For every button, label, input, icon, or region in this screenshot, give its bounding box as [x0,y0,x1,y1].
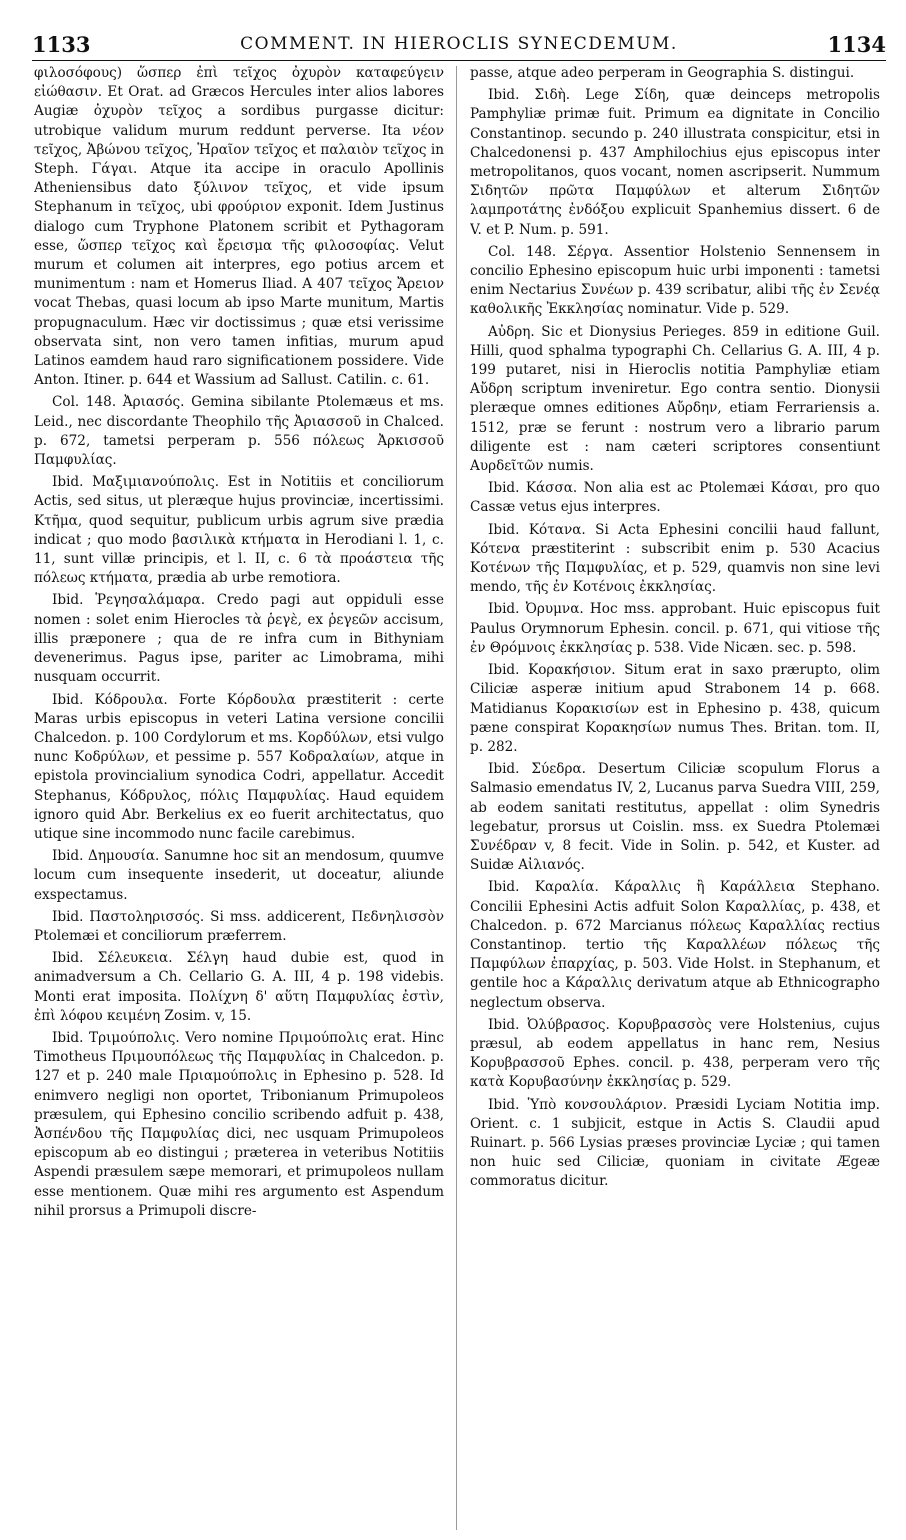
page-header [32,26,886,61]
paragraph: Ibid. Ῥεγησαλάμαρα. Credo pagi aut oppiduli esse nomen : solet enim Hierocles τὰ ῥεγὲ, ex ῥεγεῶν accisum, illis præponere ; qua de re infra cum in Bithyniam devenerimus. Pagus ipse, pariter ac Limobrama, mihi nusquam occurrit. [34,592,444,686]
paragraph: Ibid. Κόδρουλα. Forte Κόρδουλα præstiterit : certe Maras urbis episcopus in veteri Latina versione concilii Chalcedon. p. 100 Cordylorum et ms. Κορδύλων, etsi vulgo nunc Κοδρύλων, et pessime p. 557 Κοδραλαίων, atque in epistola provincialium synodica Codri, appellatur. Accedit Stephanus, Κόδρυλος, πόλις Παμφυλίας. Haud equidem ignoro quid Abr. Berkelius ex eo fuerit architectatus, quo utique sine incommodo nunc facile carebimus. [34,691,444,842]
paragraph: Ibid. Μαξιμιανούπολις. Est in Notitiis et conciliorum Actis, sed situs, ut pleræque hujus provinciæ, incertissimi. Κτῆμα, quod sequitur, publicum urbis agrum sive prædia indicat ; quo modo βασιλικὰ κτήματα in Herodiani l. 1, c. 11, sunt villæ principis, et l. II, c. 6 τὰ προάστεια τῆς πόλεως κτήματα, prædia ab urbe remotiora. [34,474,444,587]
paragraph: Ibid. Δημουσία. Sanumne hoc sit an mendosum, quumve locum cum insequente insederit, ut doceatur, aliunde exspectamus. [34,848,444,903]
column-divider [456,66,457,1530]
paragraph: Ibid. Σιδὴ. Lege Σίδη, quæ deinceps metropolis Pamphyliæ primæ fuit. Primum ea dignitate in Concilio Constantinop. secundo p. 240 illustrata conspicitur, etsi in Chalcedonensi p. 437 Amphilochius ejus episcopus inter metropolitanos, quos vocant, nomen ascripserit. Nummum Σιδητῶν πρῶτα Παμφύλων et alterum Σιδητῶν λαμπροτάτης ἐνδόξου explicuit Spanhemius dissert. 6 de V. et P. Num. p. 591. [470,87,880,238]
page-number-right: 1134 [827,32,886,57]
paragraph: Ibid. Κότανα. Si Acta Ephesini concilii haud fallunt, Κότενα præstiterint : subscribit enim p. 530 Acacius Κοτένων τῆς Παμφυλίας, et p. 529, quamvis non sine levi mendo, τῆς ἐν Κοτένοις ἐκκλησίας. [470,521,880,596]
paragraph: Ibid. Σέλευκεια. Σέλγη haud dubie est, quod in animadversum a Ch. Cellario G. A. III, 4 p. 198 videbis. Monti erat imposita. Πολίχνη δ' αὕτη Παμφυλίας ἐστὶν, ἐπὶ λόφου κειμένη Zosim. v, 15. [34,950,444,1024]
paragraph: Ibid. Σύεδρα. Desertum Ciliciæ scopulum Florus a Salmasio emendatus IV, 2, Lucanus parva Suedra VIII, 259, ab eodem sanitati restitutus, appellat : olim Synedris legebatur, prorsus ut Coislin. mss. ex Suedra Ptolemæi Συνέδραν v, 8 fecit. Vide in Solin. p. 542, et Kuster. ad Suidæ Αἰλιανός. [470,761,880,874]
paragraph: Αὐδρη. Sic et Dionysius Perieges. 859 in editione Guil. Hilli, quod sphalma typographi Ch. Cellarius G. A. III, 4 p. 199 putaret, nisi in Hieroclis notitia Pamphyliæ etiam Αὔδρη scriptum inveniretur. Ego contra sentio. Dionysii pleræque omnes editiones Αὔρδην, etiam Ferrariensis a. 1512, præ se ferunt : nostrum vero a librario parum diligente est : nam cæteri scriptores consentiunt Αυρδεῖτῶν numis. [470,323,880,475]
running-title: COMMENT. IN HIEROCLIS SYNECDEMUM. [240,34,678,54]
paragraph: Ibid. Ὀλύβρασος. Κορυβρασσὸς vere Holstenius, cujus præsul, ab eodem appellatus in hanc rem, Nesius Κορυβρασσοῦ Ephes. concil. p. 438, perperam vero τῆς κατὰ Κορυβασύνην ἐκκλησίας p. 529. [470,1016,880,1091]
paragraph: Ibid. Ὑπὸ κονσουλάριον. Præsidi Lyciam Notitia imp. Orient. c. 1 subjicit, estque in Actis S. Claudii apud Ruinart. p. 566 Lysias præses provinciæ Lyciæ ; qui tamen non huic sed Ciliciæ, quoniam in civitate Ægeæ commoratus dicitur. [470,1096,880,1190]
paragraph: Ibid. Κορακήσιον. Situm erat in saxo prærupto, olim Ciliciæ asperæ initium apud Strabonem 14 p. 668. Matidianus Κορακισίων est in Ephesino p. 438, quicum pæne conspirat Κορακησίων numus Thes. Britan. tom. II, p. 282. [470,662,880,755]
right-column [470,64,880,1532]
left-column [34,64,444,1532]
paragraph: Ibid. Καραλία. Κάραλλις ἢ Καράλλεια Stephano. Concilii Ephesini Actis adfuit Solon Καραλλίας, p. 438, et Chalcedon. p. 672 Marcianus πόλεως Καραλλίας rectius Constantinop. tertio τῆς Καραλλέων πόλεως τῆς Παμφύλων ἐπαρχίας, p. 503. Vide Holst. in Stephanum, et gentile hoc a Κάραλλις derivatum atque ab Ethnicographo neglectum observa. [470,879,880,1011]
paragraph: Ibid. Ὀρυμνα. Hoc mss. approbant. Huic episcopus fuit Paulus Orymnorum Ephesin. concil. p. 671, qui vitiose τῆς ἐν Θρόμνοις ἐκκλησίας p. 538. Vide Nicæn. sec. p. 598. [470,601,880,656]
page-number-left: 1133 [32,32,91,57]
paragraph: φιλοσόφους) ὥσπερ ἐπὶ τεῖχος ὀχυρὸν καταφεύγειν εἰώθασιν. Et Orat. ad Græcos Hercules inter alios labores Augiæ ὀχυρὸν τεῖχος a sordibus purgasse dicitur: utrobique validum murum reddunt perverse. Ita νέον τεῖχος, Ἀβώνου τεῖχος, Ἡραῖον τεῖχος et παλαιὸν τεῖχος in Steph. Γάγαι. Atque ita accipe in oraculo Apollinis Atheniensibus dato ξύλινον τεῖχος, et vide ipsum Stephanum in τεῖχος, ubi φρούριον exponit. Idem Justinus dialogo cum Tryphone Platonem scribit et Pythagoram esse, ὥσπερ τεῖχος καὶ ἔρεισμα τῆς φιλοσοφίας. Velut murum et columen ait interpres, ego potius arcem et munimentum : nam et Homerus Iliad. A 407 τεῖχος Ἄρειον vocat Thebas, quasi locum ab ipso Marte munitum, Martis propugnaculum. Hæc vir doctissimus ; quæ etsi verissime observata sint, non vero tamen infitias, murum apud Latinos eamdem haud raro significationem possidere. Vide Anton. Itiner. p. 644 et Wassium ad Sallust. Catilin. c. 61. [34,65,444,389]
paragraph: Ibid. Παστοληρισσός. Si mss. addicerent, Πεδνηλισσὸν Ptolemæi et conciliorum præferrem. [34,908,444,944]
paragraph: Col. 148. Ἀριασός. Gemina sibilante Ptolemæus et ms. Leid., nec discordante Theophilo τῆς Ἀριασσοῦ in Chalced. p. 672, tametsi perperam p. 556 πόλεως Ἀρκισσοῦ Παμφυλίας. [34,394,444,469]
paragraph: Ibid. Τριμούπολις. Vero nomine Πριμούπολις erat. Hinc Timotheus Πριμουπόλεως τῆς Παμφυλίας in Chalcedon. p. 127 et p. 240 male Πριαμούπολις in Ephesino p. 528. Id enimvero negligi non oportet, Tribonianum Primupoleos præsulem, qui Ephesino concilio scribendo adfuit p. 438, Ἀσπένδου τῆς Παμφυλίας dici, nec usquam Primupoleos episcopum ab eo distingui ; præterea in veteribus Notitiis Aspendi præsulem sæpe memorari, et primupoleos nullam esse mentionem. Quæ mihi res argumento est Aspendum nihil prorsus a Primupoli discre- [34,1029,444,1219]
paragraph: Col. 148. Σέργα. Assentior Holstenio Sennensem in concilio Ephesino episcopum huic urbi imponenti : tametsi enim Nectarius Συνέων p. 439 scribatur, alibi τῆς ἐν Σενέᾳ καθολικῆς Ἐκκλησίας nominatur. Vide p. 529. [470,243,880,318]
paragraph: Ibid. Κάσσα. Non alia est ac Ptolemæi Κάσαι, pro quo Cassæ vetus ejus interpres. [470,480,880,516]
paragraph: passe, atque adeo perperam in Geographia S. distingui. [470,65,855,81]
